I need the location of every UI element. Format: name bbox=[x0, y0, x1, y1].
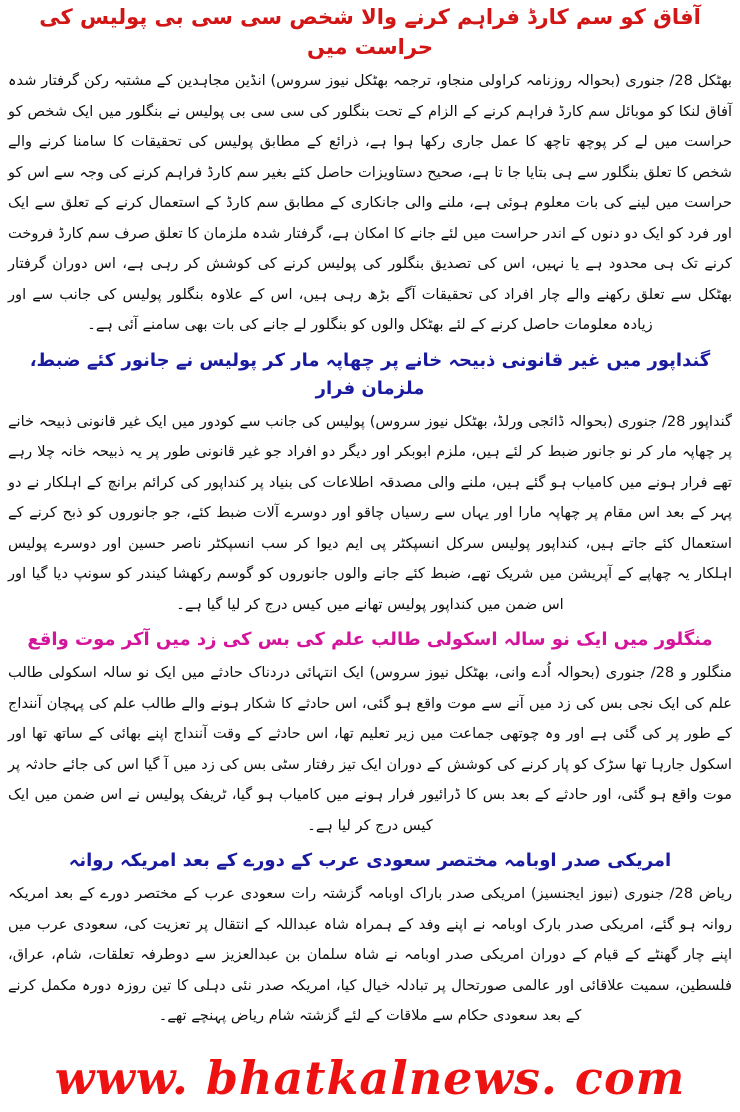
article-1-body: بھٹکل 28/ جنوری (بحوالہ روزنامہ کراولی منجاو، ترجمہ بھٹکل نیوز سروس) انڈین مجاہدین کے مشتبہ رکن گرفتار شدہ آفاق لنکا کو موبائل سم کارڈ فراہم کرنے کے الزام کے تحت بنگلور کی سی سی بی پولیس نے بنگلور میں ایک شخص کو حراست میں لے کر پوچھ تاچھ کا عمل جاری رکھا ہوا ہے، ذرائع کے مطابق پولیس کی تحقیقات کا سامنا کرنے والے شخص کا تعلق بنگلور سے ہی بتایا جا تا ہے، صحیح دستاویزات حاصل کئے بغیر سم کارڈ فراہم کرنے کی وجہ سے اس کو حراست میں لینے کی بات معلوم ہوئی ہے، ملنے والی جانکاری کے مطابق سم کارڈ کے استعمال کرنے کے تعلق سے ایک اور فرد کو ایک دو دنوں کے اندر حراست میں لئے جانے کا امکان ہے، گرفتار شدہ ملزمان کا تعلق صرف سم کارڈ فروخت کرنے تک ہی محدود ہے یا نہیں، اس کی تصدیق بنگلور کی پولیس کرنے کی کوشش کر رہی ہے، اس دوران گرفتار بھٹکل سے تعلق رکھنے والے چار افراد کی تحقیقات آگے بڑھ رہی ہیں، اس کے علاوہ بنگلور پولیس کی جانب سے اور زیادہ معلومات حاصل کرنے کے لئے بھٹکل والوں کو بنگلور لے جانے کی بات بھی سامنے آئی ہے۔ bbox=[8, 72, 732, 333]
website-footer: www. bhatkalnews. com bbox=[54, 1051, 686, 1105]
article-2-body: گنداپور 28/ جنوری (بحوالہ ڈائجی ورلڈ، بھٹکل نیوز سروس) پولیس کی جانب سے کودور میں ایک غیر قانونی ذبیحہ خانے پر چھاپہ مار کر نو جانور ضبط کر لئے ہیں، ملزم ابوبکر اور دیگر دو افراد جو غیر قانونی طور پر یہ ذبیحہ خانہ چلا رہے تھے فرار ہونے میں کامیاب ہو گئے ہیں، ملنے والی مصدقہ اطلاعات کی بنیاد پر کنداپور کی کرائم برانچ کے اہلکار نے دو پہر کے بعد اس مقام پر چھاپہ مارا اور یہاں سے رسیاں چاقو اور دوسرے آلات ضبط کئے، جو جانوروں کو ذبح کرنے کے استعمال کئے جاتے ہیں، کنداپور پولیس سرکل انسپکٹر پی ایم دیوا کر سب انسپکٹر ناصر حسین اور دوسرے پولیس اہلکار یہ چھاپے کے آپریشن میں شریک تھے، ضبط کئے جانے والوں جانوروں کو گوسم رکھشا کیندر کو سونپ دیا گیا اور اس ضمن میں کنداپور پولیس تھانے میں کیس درج کر لیا گیا ہے۔ bbox=[8, 412, 733, 613]
article-4-headline: امریکی صدر اوبامہ مختصر سعودی عرب کے دورے کے بعد امریکہ روانہ bbox=[68, 850, 672, 871]
news-page bbox=[0, 2, 740, 1112]
article-3-body: منگلور و 28/ جنوری (بحوالہ اُدے وانی، بھٹکل نیوز سروس) ایک انتہائی دردناک حادثے میں ایک نو سالہ اسکولی طالب علم کی ایک نجی بس کی زد میں آنے سے موت واقع ہو گئی، اس حادثے کا شکار ہونے والے طالب علم کی پہچان آننداج کے طور پر کی گئی ہے اور وہ چوتھی جماعت میں زیر تعلیم تھا، اس حادثے کے وقت آننداج اپنے بھائی کے ساتھ تھا اور اسکول جارہا تھا سڑک کو پار کرنے کی کوشش کے دوران ایک تیز رفتار سٹی بس کی زد میں آ گیا اس کی جائے حادثہ پر موت واقع ہو گئی، اور حادثے کے بعد بس کا ڈرائیور فرار ہونے میں کامیاب ہو گیا، ٹریفک پولیس نے اس ضمن میں ایک کیس درج کر لیا ہے۔ bbox=[8, 664, 732, 834]
article-4-body: ریاض 28/ جنوری (نیوز ایجنسیز) امریکی صدر باراک اوبامہ گزشتہ رات سعودی عرب کے مختصر دورے کے بعد امریکہ روانہ ہو گئے، امریکی صدر بارک اوبامہ نے اپنے وفد کے ہمراہ شاہ عبداللہ کے انتقال پر تعزیت کی، سعودی عرب میں اپنے چار گھنٹے کے قیام کے دوران امریکی صدر اوبامہ نے شاہ سلمان بن عبدالعزیز سے دوطرفہ تعلقات، شام، عراق، فلسطین، سمیت علاقائی اور عالمی صورتحال پر تبادلہ خیال کیا، امریکہ صدر نئی دہلی کا تین روزہ دورہ مکمل کرنے کے بعد سعودی حکام سے ملاقات کے لئے گزشتہ شام ریاض پہنچے تھے۔ bbox=[8, 885, 732, 1024]
article-2-headline: گنداپور میں غیر قانونی ذبیحہ خانے پر چھاپہ مار کر پولیس نے جانور کئے ضبط، ملزمان فرار bbox=[29, 349, 711, 399]
article-3-headline: منگلور میں ایک نو سالہ اسکولی طالب علم کی بس کی زد میں آکر موت واقع bbox=[27, 629, 713, 650]
article-1-headline: آفاق کو سم کارڈ فراہم کرنے والا شخص سی سی بی پولیس کی حراست میں bbox=[39, 5, 701, 59]
